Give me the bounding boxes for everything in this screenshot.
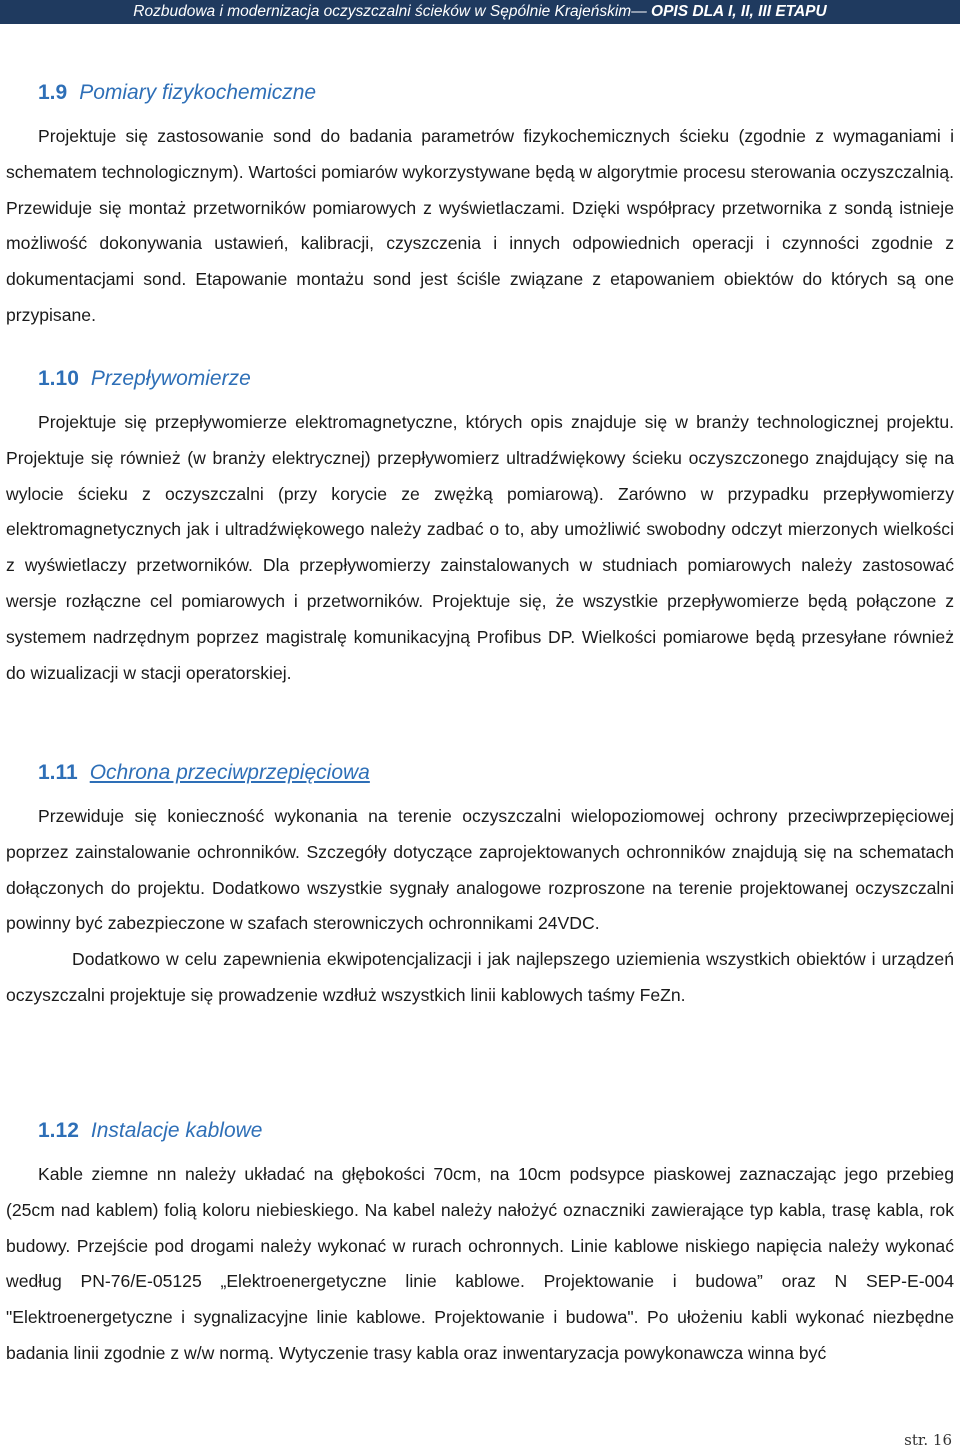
section-title: Pomiary fizykochemiczne: [79, 81, 317, 104]
section-heading: [38, 1116, 954, 1146]
section-heading: [38, 78, 954, 108]
section-number: 1.12: [38, 1119, 79, 1142]
section-heading: [38, 364, 954, 394]
section-title: Instalacje kablowe: [90, 1119, 263, 1142]
paragraph: Przewiduje się konieczność wykonania na terenie oczyszczalni wielopoziomowej ochrony przeciwprzepięciowej poprzez zainstalowanie ochronników. Szczegóły dotyczące zaprojektowanych ochronników znajdują się na schematach dołączonych do projektu. Dodatkowo wszystkie sygnały analogowe rozproszone na terenie projektowanej oczyszczalni powinny być zabezpieczone w szafach sterowniczych ochronnikami 24VDC.: [6, 806, 954, 934]
paragraph: Projektuje się przepływomierze elektromagnetyczne, których opis znajduje się w branży technologicznej projektu. Projektuje się również (w branży elektrycznej) przepływomierz ultradźwiękowy ścieku oczyszczonego znajdujący się na wylocie ścieku z oczyszczalni (przy korycie ze zwężką pomiarową). Zarówno w przypadku przepływomierzy elektromagnetycznych jak i ultradźwiękowego należy zadbać o to, aby umożliwić swobodny odczyt mierzonych wielkości z wyświetlaczy przetworników. Dla przepływomierzy zainstalowanych w studniach pomiarowych należy zastosować wersje rozłączne cel pomiarowych i przetworników. Projektuje się, że wszystkie przepływomierze będą połączone z systemem nadrzędnym poprzez magistralę komunikacyjną Profibus DP. Wielkości pomiarowe będą przesyłane również do wizualizacji w stacji operatorskiej.: [6, 412, 954, 683]
document-header: [0, 0, 960, 24]
section-1-9: [6, 78, 954, 334]
header-title: Rozbudowa i modernizacja oczyszczalni ścieków w Sępólnie Krajeńskim—: [133, 3, 647, 20]
section-heading: [38, 758, 954, 788]
paragraph: Projektuje się zastosowanie sond do badania parametrów fizykochemicznych ścieku (zgodnie z wymaganiami i schematem technologicznym). Wartości pomiarów wykorzystywane będą w algorytmie procesu sterowania oczyszczalnią. Przewiduje się montaż przetworników pomiarowych z wyświetlaczami. Dzięki współpracy przetwornika z sondą istnieje możliwość dokonywania ustawień, kalibracji, czyszczenia i innych odpowiednich operacji i czynności zgodnie z dokumentacjami sond. Etapowanie montażu sond jest ściśle związane z etapowaniem obiektów do których są one przypisane.: [6, 126, 954, 325]
section-title: Przepływomierze: [90, 367, 251, 390]
section-1-11: [6, 758, 954, 1014]
section-title: Ochrona przeciwprzepięciowa: [89, 761, 370, 784]
section-1-10: [6, 364, 954, 691]
header-subtitle: OPIS DLA I, II, III ETAPU: [651, 3, 827, 20]
page-number: str. 16: [904, 1431, 952, 1449]
paragraph: Dodatkowo w celu zapewnienia ekwipotencjalizacji i jak najlepszego uziemienia wszystkich obiektów i urządzeń oczyszczalni projektuje się prowadzenie wzdłuż wszystkich linii kablowych taśmy FeZn.: [6, 949, 954, 1005]
section-1-12: [6, 1116, 954, 1372]
section-number: 1.9: [38, 81, 68, 104]
section-number: 1.11: [38, 761, 78, 784]
paragraph: Kable ziemne nn należy układać na głębokości 70cm, na 10cm podsypce piaskowej zaznaczając jego przebieg (25cm nad kablem) folią koloru niebieskiego. Na kabel należy nałożyć oznaczniki zawierające typ kabla, trasę kabla, rok budowy. Przejście pod drogami należy wykonać w rurach ochronnych. Linie kablowe niskiego napięcia należy wykonać według PN-76/E-05125 „Elektroenergetyczne linie kablowe. Projektowanie i budowa” oraz N SEP-E-004 "Elektroenergetyczne i sygnalizacyjne linie kablowe. Projektowanie i budowa". Po ułożeniu kabli wykonać niezbędne badania linii zgodnie z w/w normą. Wytyczenie trasy kabla oraz inwentaryzacja powykonawcza winna być: [6, 1164, 954, 1363]
section-number: 1.10: [38, 367, 79, 390]
